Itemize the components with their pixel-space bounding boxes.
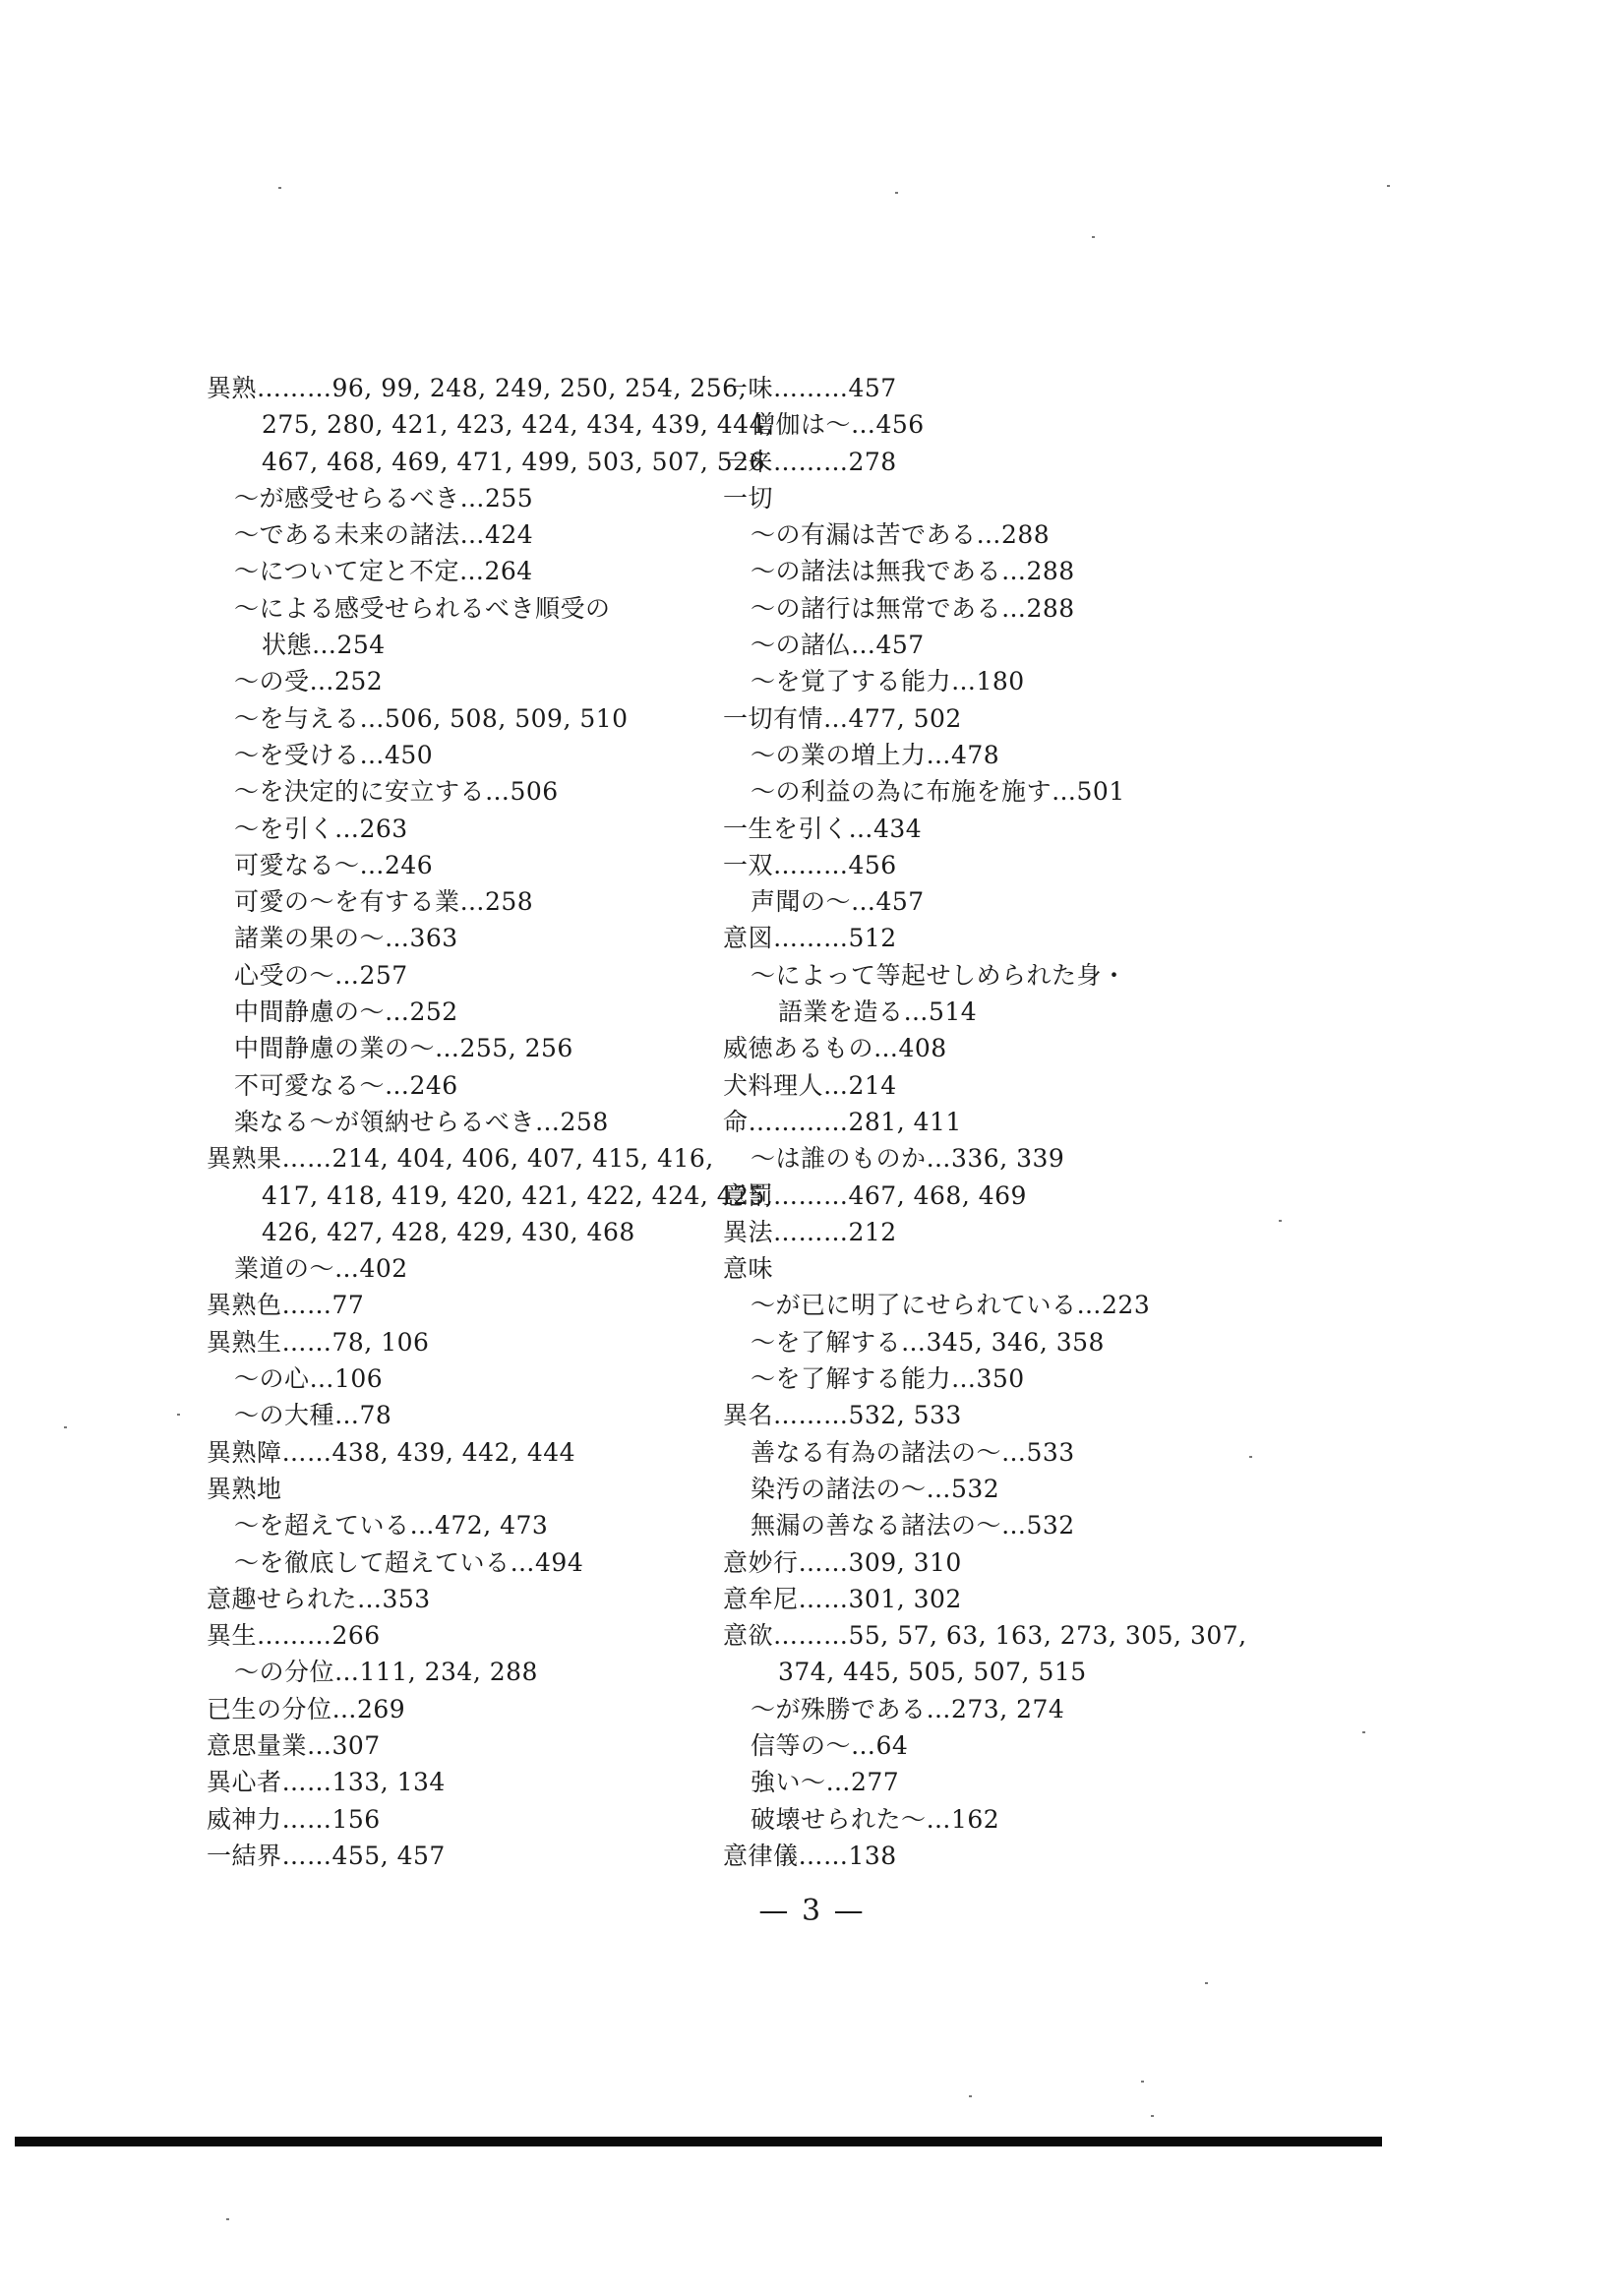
right-index-entry: 意律儀……138: [723, 1841, 897, 1870]
left-index-entry: 威神力……156: [207, 1804, 381, 1834]
right-index-entry: ～を覚了する能力…180: [751, 667, 1025, 696]
right-index-entry: ～が殊勝である…273, 274: [751, 1694, 1065, 1723]
right-index-entry: 破壊せられた～…162: [751, 1804, 1000, 1834]
scan-speck: [1151, 2115, 1154, 2117]
scan-speck: [1092, 236, 1095, 238]
right-index-entry: 語業を造る…514: [778, 997, 978, 1027]
left-index-entry: ～を受ける…450: [234, 740, 434, 769]
left-index-entry: ～の分位…111, 234, 288: [234, 1658, 538, 1687]
left-index-entry: 異熟生……78, 106: [207, 1327, 430, 1357]
left-index-entry: 不可愛なる～…246: [234, 1070, 458, 1100]
left-index-entry: 417, 418, 419, 420, 421, 422, 424, 425,: [262, 1180, 774, 1210]
left-index-entry: 異熟果……214, 404, 406, 407, 415, 416,: [207, 1144, 714, 1174]
left-index-entry: ～を超えている…472, 473: [234, 1511, 549, 1541]
right-index-entry: ～の利益の為に布施を施す…501: [751, 777, 1125, 807]
left-index-entry: ～を引く…263: [234, 814, 408, 843]
left-index-entry: ～が感受せらるべき…255: [234, 483, 534, 513]
right-index-entry: 意図………512: [723, 924, 897, 953]
right-index-entry: ～の諸仏…457: [751, 631, 925, 660]
right-index-entry: 一来………278: [723, 447, 897, 476]
right-index-entry: 意妙行……309, 310: [723, 1547, 962, 1577]
left-index-entry: 異熟………96, 99, 248, 249, 250, 254, 256,: [207, 374, 748, 402]
right-index-entry: 374, 445, 505, 507, 515: [778, 1658, 1087, 1687]
left-index-entry: 可愛なる～…246: [234, 850, 434, 879]
right-index-entry: 無漏の善なる諸法の～…532: [751, 1511, 1075, 1541]
left-index-entry: 可愛の～を有する業…258: [234, 887, 534, 917]
right-index-entry: 命…………281, 411: [723, 1107, 962, 1136]
left-index-entry: 已生の分位…269: [207, 1694, 406, 1723]
scan-speck: [1249, 1456, 1252, 1458]
left-index-entry: ～の受…252: [234, 667, 384, 696]
left-index-entry: 中間静慮の業の～…255, 256: [234, 1034, 573, 1063]
right-index-entry: 強い～…277: [751, 1768, 900, 1797]
right-index-entry: 異法………212: [723, 1217, 897, 1246]
right-index-entry: 威徳あるもの…408: [723, 1034, 947, 1063]
left-index-entry: 異生………266: [207, 1621, 381, 1651]
left-index-entry: 467, 468, 469, 471, 499, 503, 507, 526: [262, 447, 765, 476]
left-index-entry: ～の大種…78: [234, 1401, 392, 1430]
left-index-entry: 中間静慮の～…252: [234, 997, 458, 1027]
left-index-entry: 状態…254: [262, 631, 386, 660]
right-index-entry: 意罰………467, 468, 469: [723, 1180, 1027, 1210]
left-index-entry: 一結界……455, 457: [207, 1841, 446, 1870]
scan-speck: [278, 187, 281, 189]
left-index-entry: ～を決定的に安立する…506: [234, 777, 559, 807]
scan-speck: [1279, 1220, 1282, 1222]
right-index-entry: ～を了解する…345, 346, 358: [751, 1327, 1105, 1357]
left-index-entry: ～について定と不定…264: [234, 557, 533, 586]
left-index-entry: 業道の～…402: [234, 1254, 408, 1284]
left-index-entry: ～の心…106: [234, 1364, 384, 1394]
right-index-entry: 異名………532, 533: [723, 1401, 962, 1430]
right-index-entry: 意欲………55, 57, 63, 163, 273, 305, 307,: [723, 1621, 1247, 1651]
page-number: — 3 —: [758, 1894, 866, 1928]
scan-speck: [226, 2218, 229, 2220]
right-index-entry: ～の諸法は無我である…288: [751, 557, 1075, 586]
left-index-entry: 異熟地: [207, 1474, 282, 1503]
right-index-entry: 染汚の諸法の～…532: [751, 1474, 1000, 1503]
right-index-entry: ～は誰のものか…336, 339: [751, 1144, 1065, 1174]
left-index-entry: ～による感受せられるべき順受の: [234, 593, 611, 623]
right-index-entry: ～を了解する能力…350: [751, 1364, 1025, 1394]
right-index-entry: 信等の～…64: [751, 1730, 909, 1760]
left-index-entry: 楽なる～が領納せらるべき…258: [234, 1107, 609, 1136]
right-index-entry: ～が已に明了にせられている…223: [751, 1291, 1151, 1320]
left-index-entry: 異心者……133, 134: [207, 1768, 446, 1797]
right-index-entry: 一生を引く…434: [723, 814, 923, 843]
left-index-entry: 異熟障……438, 439, 442, 444: [207, 1437, 576, 1467]
right-index-entry: 僧伽は～…456: [751, 410, 925, 440]
left-index-entry: 426, 427, 428, 429, 430, 468: [262, 1217, 635, 1246]
right-index-entry: 一切: [723, 483, 774, 513]
right-index-entry: ～の諸行は無常である…288: [751, 593, 1075, 623]
right-index-entry: ～によって等起せしめられた身・: [751, 960, 1127, 990]
right-index-entry: 意牟尼……301, 302: [723, 1584, 962, 1613]
left-index-entry: ～である未来の諸法…424: [234, 520, 534, 550]
left-index-entry: 異熟色……77: [207, 1291, 365, 1320]
left-index-entry: 275, 280, 421, 423, 424, 434, 439, 444,: [262, 410, 774, 440]
scan-speck: [1387, 185, 1390, 187]
left-index-entry: 諸業の果の～…363: [234, 924, 458, 953]
index-column-right: [723, 370, 1274, 1874]
right-index-entry: 善なる有為の諸法の～…533: [751, 1437, 1075, 1467]
right-index-entry: 一味………457: [723, 374, 897, 402]
right-index-entry: ～の業の増上力…478: [751, 740, 1000, 769]
right-index-entry: 意味: [723, 1254, 774, 1284]
left-index-entry: 意趣せられた…353: [207, 1584, 431, 1613]
left-index-entry: 心受の～…257: [234, 960, 408, 990]
right-index-entry: 一切有情…477, 502: [723, 703, 962, 733]
right-index-entry: 一双………456: [723, 850, 897, 879]
left-index-entry: 意思量業…307: [207, 1730, 381, 1760]
scan-edge-bar: [15, 2137, 1382, 2146]
scan-speck: [64, 1426, 67, 1428]
scan-speck: [177, 1414, 180, 1416]
scan-speck: [1362, 1731, 1365, 1733]
right-index-entry: ～の有漏は苦である…288: [751, 520, 1051, 550]
scan-speck: [969, 2095, 972, 2097]
left-index-entry: ～を与える…506, 508, 509, 510: [234, 703, 629, 733]
right-index-entry: 犬料理人…214: [723, 1070, 897, 1100]
right-index-entry: 声聞の～…457: [751, 887, 925, 917]
scan-speck: [1141, 2081, 1144, 2083]
scan-speck: [1205, 1982, 1208, 1984]
scan-speck: [895, 192, 898, 194]
left-index-entry: ～を徹底して超えている…494: [234, 1547, 584, 1577]
